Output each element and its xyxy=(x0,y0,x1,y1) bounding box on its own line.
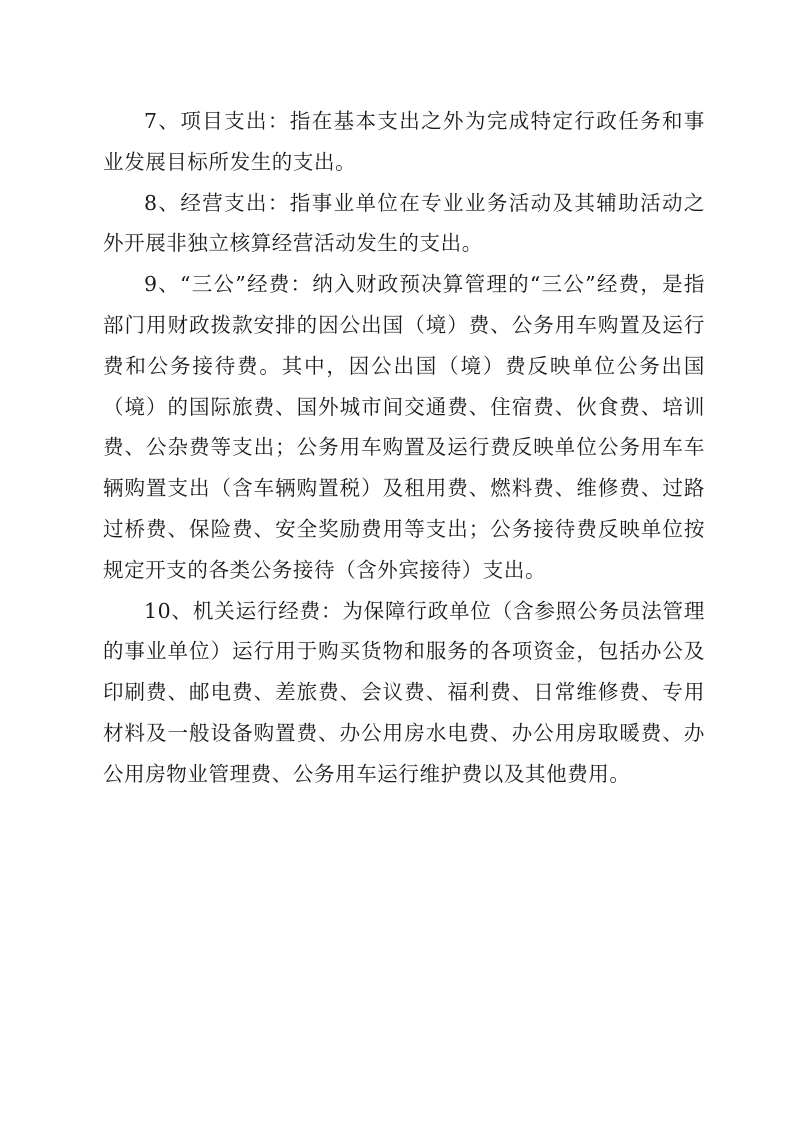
paragraph-project-expenditure: 7、项目支出：指在基本支出之外为完成特定行政任务和事业发展目标所发生的支出。 xyxy=(103,109,705,174)
paragraph-agency-operating-expenses: 10、机关运行经费：为保障行政单位（含参照公务员法管理的事业单位）运行用于购买货物和服务的各项资金，包括办公及印刷费、邮电费、差旅费、会议费、福利费、日常维修费、专用材料及一般设备购置费、办公用房水电费、办公用房取暖费、办公用房物业管理费、公务用车运行维护费以及其他费用。 xyxy=(103,598,705,786)
document-body xyxy=(103,101,705,795)
paragraph-operating-expenditure: 8、经营支出：指事业单位在专业业务活动及其辅助活动之外开展非独立核算经营活动发生的支出。 xyxy=(103,190,705,256)
paragraph-three-public-expenses: 9、“三公”经费：纳入财政预决算管理的“三公”经费，是指部门用财政拨款安排的因公出国（境）费、公务用车购置及运行费和公务接待费。其中，因公出国（境）费反映单位公务出国（境）的国际旅费、国外城市间交通费、住宿费、伙食费、培训费、公杂费等支出；公务用车购置及运行费反映单位公务用车车辆购置支出（含车辆购置税）及租用费、燃料费、维修费、过路过桥费、保险费、安全奖励费用等支出；公务接待费反映单位按规定开支的各类公务接待（含外宾接待）支出。 xyxy=(103,272,705,582)
